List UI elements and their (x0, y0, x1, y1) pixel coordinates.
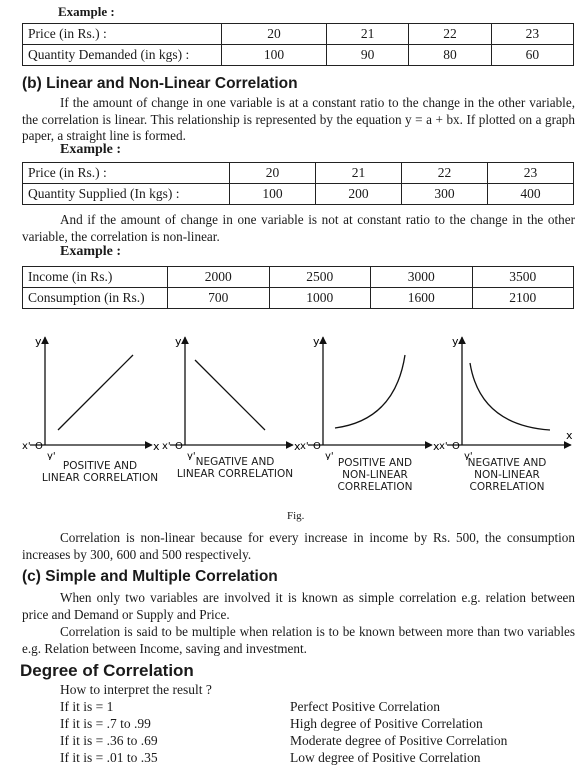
table-cell: 20 (222, 24, 327, 45)
caption-line: CORRELATION (337, 481, 413, 493)
caption-negative-linear (160, 456, 310, 480)
y-prime-label: y' (187, 451, 196, 460)
graph-negative-nonlinear (439, 335, 573, 460)
table-cell: 23 (488, 163, 574, 184)
row-label: Income (in Rs.) (23, 267, 168, 288)
caption-line: NEGATIVE AND (195, 456, 275, 468)
degree-condition: If it is = .36 to .69 (60, 733, 158, 748)
example-heading-1: Example : (58, 4, 115, 19)
table-cell: 90 (327, 45, 409, 66)
x-prime-label: x' (300, 441, 309, 452)
caption-line: POSITIVE AND (337, 457, 413, 469)
table-cell: 1600 (371, 288, 473, 309)
paragraph-text: When only two variables are involved it is known as simple correlation e.g. relation between price and Demand or Supply and Price. (22, 590, 575, 622)
graph-positive-nonlinear (300, 335, 440, 460)
section-b-title: (b) Linear and Non-Linear Correlation (22, 75, 298, 92)
y-prime-label: y' (47, 451, 56, 460)
section-b-paragraph-2 (22, 212, 575, 245)
origin-label: O (35, 441, 43, 452)
degree-intro: How to interpret the result ? (60, 682, 212, 697)
y-prime-label: y' (325, 451, 334, 460)
example-heading-2: Example : (60, 142, 122, 157)
supply-table (22, 162, 574, 205)
paragraph-text: Correlation is said to be multiple when relation is to be known between more than two variables e.g. Relation between Income, saving and investment. (22, 624, 575, 656)
section-c-title: (c) Simple and Multiple Correlation (22, 568, 278, 585)
caption-line: LINEAR CORRELATION (176, 468, 294, 480)
row-label: Price (in Rs.) : (23, 24, 222, 45)
table-cell: 2500 (269, 267, 371, 288)
y-axis-label: y (452, 335, 459, 348)
caption-positive-nonlinear (310, 457, 440, 493)
section-c-paragraph-2 (22, 624, 575, 657)
y-axis-label: y (35, 335, 42, 348)
origin-label: O (313, 441, 321, 452)
caption-line: NON-LINEAR (342, 469, 408, 481)
section-b-paragraph-1 (22, 95, 575, 145)
row-label: Consumption (in Rs.) (23, 288, 168, 309)
table-cell: 200 (316, 184, 402, 205)
table-cell: 700 (168, 288, 270, 309)
table-cell: 80 (409, 45, 491, 66)
x-prime-label: x' (162, 441, 171, 452)
row-label: Price (in Rs.) : (23, 163, 230, 184)
caption-positive-linear (25, 460, 175, 484)
origin-label: O (175, 441, 183, 452)
trend-line (58, 355, 133, 430)
table-cell: 22 (402, 163, 488, 184)
degree-meaning: Moderate degree of Positive Correlation (290, 733, 508, 748)
graph-positive-linear (22, 335, 160, 460)
paragraph-text: Correlation is non-linear because for every increase in income by Rs. 500, the consumption increases by 300, 600 and 500 respectively. (22, 530, 575, 562)
caption-line: NON-LINEAR (474, 469, 540, 481)
table-row (23, 45, 574, 66)
table-cell: 60 (491, 45, 573, 66)
paragraph-text: If the amount of change in one variable is at a constant ratio to the change in the other variable, the correlation is linear. This relationship is represented by the equation y = a + bx. If plotted on a graph paper, a straight line is formed. (22, 95, 575, 143)
table-cell: 1000 (269, 288, 371, 309)
table-row (23, 288, 574, 309)
degree-condition: If it is = 1 (60, 699, 114, 714)
nonlinear-explanation (22, 530, 575, 563)
trend-curve (470, 363, 550, 430)
table-cell: 21 (327, 24, 409, 45)
table-row (23, 267, 574, 288)
x-axis-label: x (433, 440, 440, 453)
table-row (23, 184, 574, 205)
degree-condition: If it is = .01 to .35 (60, 750, 158, 765)
table-cell: 2100 (472, 288, 574, 309)
degree-meaning: High degree of Positive Correlation (290, 716, 483, 731)
row-label: Quantity Demanded (in kgs) : (23, 45, 222, 66)
trend-line (195, 360, 265, 430)
income-consumption-table (22, 266, 574, 309)
y-axis-label: y (313, 335, 320, 348)
x-prime-label: x' (22, 441, 31, 452)
demand-table (22, 23, 574, 66)
origin-label: O (452, 441, 460, 452)
table-row (23, 163, 574, 184)
degree-meaning: Low degree of Positive Correlation (290, 750, 481, 765)
x-axis-label: x (566, 429, 573, 442)
correlation-figure (0, 325, 576, 460)
y-axis-label: y (175, 335, 182, 348)
x-prime-label: x' (439, 441, 448, 452)
x-axis-label: x (294, 440, 301, 453)
table-cell: 22 (409, 24, 491, 45)
degree-condition: If it is = .7 to .99 (60, 716, 151, 731)
caption-line: POSITIVE AND (62, 460, 138, 472)
trend-curve (335, 355, 405, 428)
example-heading-3: Example : (60, 244, 122, 259)
row-label: Quantity Supplied (In kgs) : (23, 184, 230, 205)
caption-line: NEGATIVE AND (467, 457, 547, 469)
degree-title: Degree of Correlation (20, 661, 194, 680)
paragraph-text: And if the amount of change in one variable is not at constant ratio to the change in the other variable, the correlation is non-linear. (22, 212, 575, 244)
table-cell: 100 (222, 45, 327, 66)
section-c-paragraph-1 (22, 590, 575, 623)
caption-line: LINEAR CORRELATION (41, 472, 159, 484)
caption-line: CORRELATION (469, 481, 545, 493)
table-cell: 23 (491, 24, 573, 45)
degree-meaning: Perfect Positive Correlation (290, 699, 440, 714)
graph-negative-linear (162, 335, 301, 460)
table-cell: 300 (402, 184, 488, 205)
y-prime-label: y' (464, 451, 473, 460)
table-cell: 3000 (371, 267, 473, 288)
table-cell: 100 (230, 184, 316, 205)
table-cell: 400 (488, 184, 574, 205)
caption-negative-nonlinear (442, 457, 572, 493)
figure-label: Fig. (287, 510, 305, 522)
table-row (23, 24, 574, 45)
table-cell: 2000 (168, 267, 270, 288)
x-axis-label: x (153, 440, 160, 453)
table-cell: 3500 (472, 267, 574, 288)
table-cell: 21 (316, 163, 402, 184)
table-cell: 20 (230, 163, 316, 184)
